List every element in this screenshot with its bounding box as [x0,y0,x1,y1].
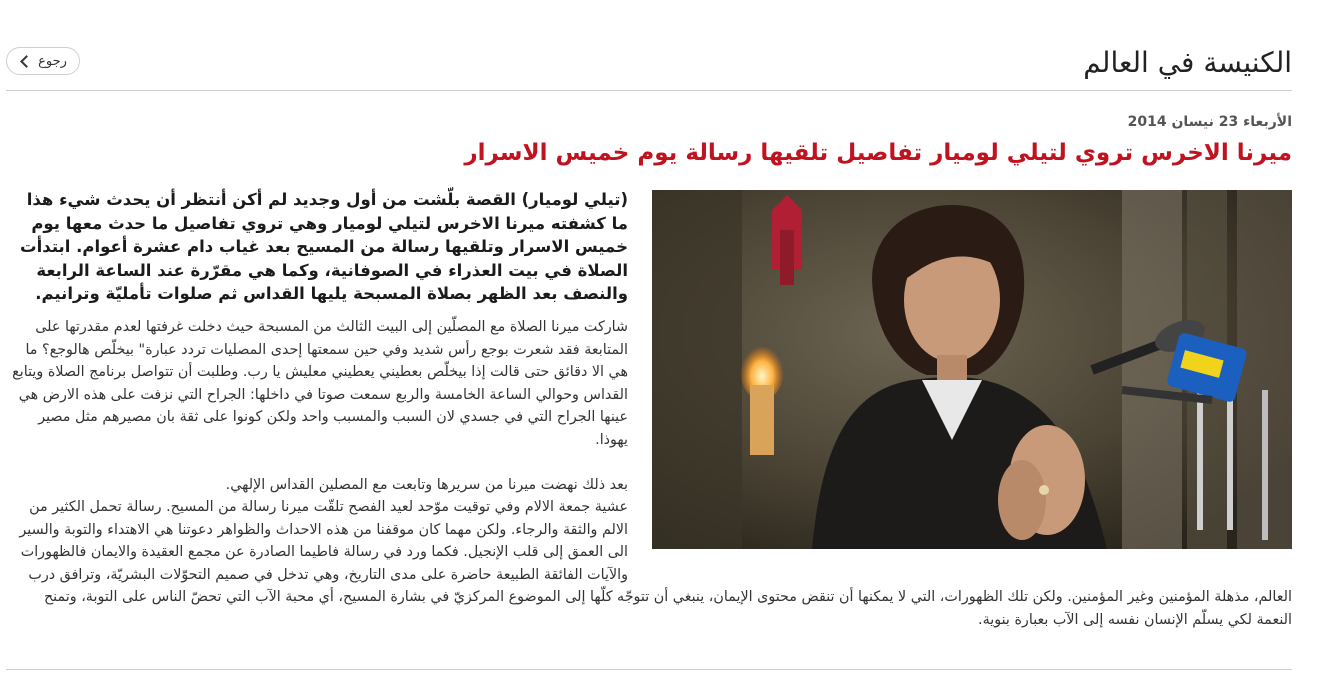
paragraph-2: بعد ذلك نهضت ميرنا من سريرها وتابعت مع المصلين القداس الإلهي. [225,476,628,493]
page-header [6,40,1292,91]
article-photo [652,190,1292,549]
paragraph-gap [8,452,628,474]
back-button[interactable] [6,47,80,75]
footer-divider [6,669,1292,670]
paragraph-3: عشية جمعة الالام وفي توقيت موّحد لعيد الفصح تلقّت ميرنا رسالة من المسيح. رسالة تحمل الكثير من الالم والثقة والرجاء. ولكن مهما كان موقفنا من هذه الاحداث والظواهر دعوتنا هي الاهتداء والتوبة والسير الى العمق إلى قلب الإنجيل. فكما ورد في رسالة فاطيما الصادرة عن مجمع العقيدة والايمان فالظهورات والآيات الفائقة الطبيعة حاضرة على مدى التاريخ، وهي تدخل في صميم التحوّلات البشريّة، وترافق درب [19,499,628,583]
article-date: الأربعاء 23 نيسان 2014 [1127,114,1292,130]
paragraph-3-tail: العالم، مذهلة المؤمنين وغير المؤمنين. ولكن تلك الظهورات، التي لا يمكنها أن تنقض محتوى الإيمان، ينبغي أن تتوجّه كلّها إلى الموضوع المركزيّ في بشارة المسيح، أي محبة الآب التي تحضّ الناس على التوبة، وتمنح النعمة لكي يسلّم الإنسان نفسه إلى الآب بعبارة بنوية. [43,589,1292,628]
article-title: ميرنا الاخرس تروي لتيلي لوميار تفاصيل تلقيها رسالة يوم خميس الاسرار [464,140,1292,166]
section-title: الكنيسة في العالم [1083,46,1292,79]
article-body [8,316,628,496]
photo-woman-speaking [652,190,1292,549]
chevron-left-icon [20,55,33,68]
back-label: رجوع [38,53,67,69]
article-intro: (تيلي لوميار) القصة بلّشت من أول وجديد لم أكن أنتظر أن يحدث شيء هذا ما كشفته ميرنا الاخرس لتيلي لوميار وهي تروي تفاصيل ما حدث معها يوم خميس الاسرار وتلقيها رسالة من المسيح بعد غياب دام عشرة أعوام. ابتدأت الصلاة في بيت العذراء في الصوفانية، وكما هي مقرّرة عند الساعة الرابعة والنصف بعد الظهر بصلاة المسبحة يليها القداس ثم صلوات تأمليّة وترانيم. [20,190,628,303]
paragraph-3-continued [8,586,1292,632]
paragraph-1: شاركت ميرنا الصلاة مع المصلّين إلى البيت الثالث من المسبحة حيث دخلت غرفتها لعدم مقدرتها على المتابعة فقد شعرت بوجع رأس شديد وفي حين سمعتها إحدى المصليات تردد عبارة" بيخلّص هالوجع؟ ما هي الا دقائق حتى قالت إذا بيخلّص بعطيني يعطيني معليش يا رب. وطلبت أن تتواصل برنامج الصلاة ويتابع القداس وحوالي الساعة الخامسة والربع سمعت صوتا في داخلها: الجراح التي نزفت على هذه الارض هي عينها الجراح التي في جسدي لان السبب والمسبب واحد ولكن كونوا على ثقة بان مصيرهم مثل مصير يهوذا. [12,319,628,448]
